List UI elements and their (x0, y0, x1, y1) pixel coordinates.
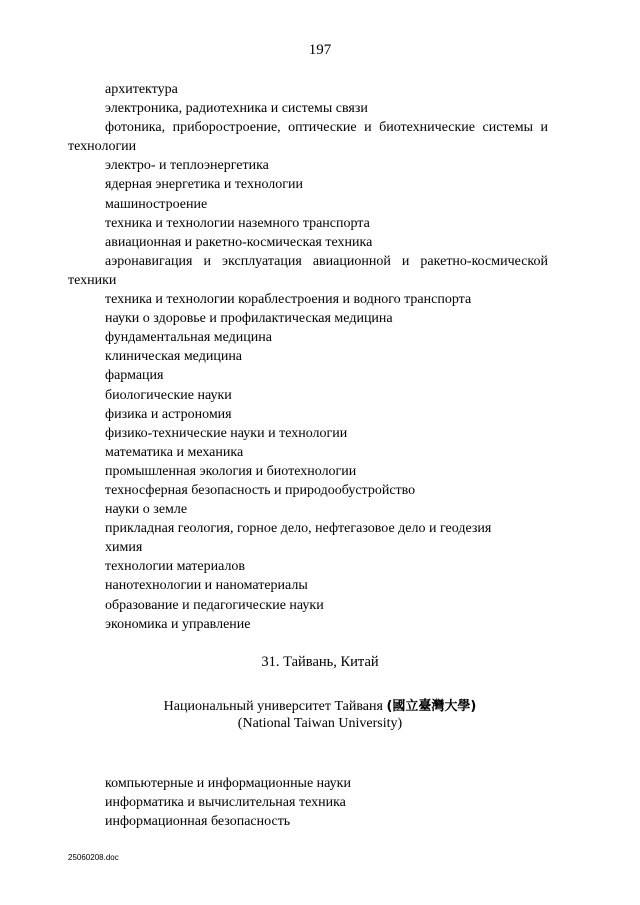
list-item: физика и астрономия (105, 406, 232, 422)
list-item: информатика и вычислительная техника (105, 795, 346, 811)
list-item: техника и технологии кораблестроения и водного транспорта (105, 292, 472, 308)
university-name-ru: Национальный университет Тайваня (163, 699, 383, 714)
list-item: химия (105, 540, 143, 556)
university-name-native: (國立臺灣大學) (386, 699, 477, 714)
page-number: 197 (308, 42, 332, 58)
list-item: технологии материалов (105, 559, 246, 575)
directions-list-2 (68, 774, 548, 831)
list-item: авиационная и ракетно-космическая техника (105, 234, 373, 250)
list-item: математика и механика (105, 444, 244, 460)
list-item: электро- и теплоэнергетика (105, 158, 269, 174)
list-item: нанотехнологии и наноматериалы (105, 578, 308, 594)
list-item: фармация (105, 368, 164, 384)
university-name (0, 697, 640, 716)
list-item: архитектура (105, 82, 178, 97)
list-item: клиническая медицина (105, 349, 243, 365)
list-item: физико-технические науки и технологии (105, 425, 348, 441)
directions-list (68, 80, 548, 634)
list-item: биологические науки (105, 387, 232, 403)
list-item: аэронавигация и эксплуатация авиационной и ракетно-космической техники (68, 253, 548, 288)
list-item: электроника, радиотехника и системы связи (105, 101, 368, 117)
section-heading: 31. Тайвань, Китай (261, 654, 379, 670)
list-item: фундаментальная медицина (105, 330, 272, 346)
list-item: науки о земле (105, 502, 188, 518)
list-item: машиностроение (105, 196, 208, 212)
list-item: ядерная энергетика и технологии (105, 177, 303, 193)
list-item: фотоника, приборостроение, оптические и биотехнические системы и технологии (68, 120, 548, 155)
list-item: техносферная безопасность и природообустройство (105, 482, 416, 498)
list-item: экономика и управление (105, 616, 251, 632)
footer-code: 25060208.doc (68, 853, 119, 862)
list-item: науки о здоровье и профилактическая медицина (105, 311, 393, 327)
list-item: информационная безопасность (105, 814, 291, 830)
list-item: прикладная геология, горное дело, нефтегазовое дело и геодезия (105, 521, 492, 537)
university-name-en: (National Taiwan University) (237, 716, 403, 731)
list-item: образование и педагогические науки (105, 597, 324, 613)
list-item: компьютерные и информационные науки (105, 776, 351, 791)
list-item: промышленная экология и биотехнологии (105, 463, 357, 479)
list-item: техника и технологии наземного транспорта (105, 215, 370, 231)
